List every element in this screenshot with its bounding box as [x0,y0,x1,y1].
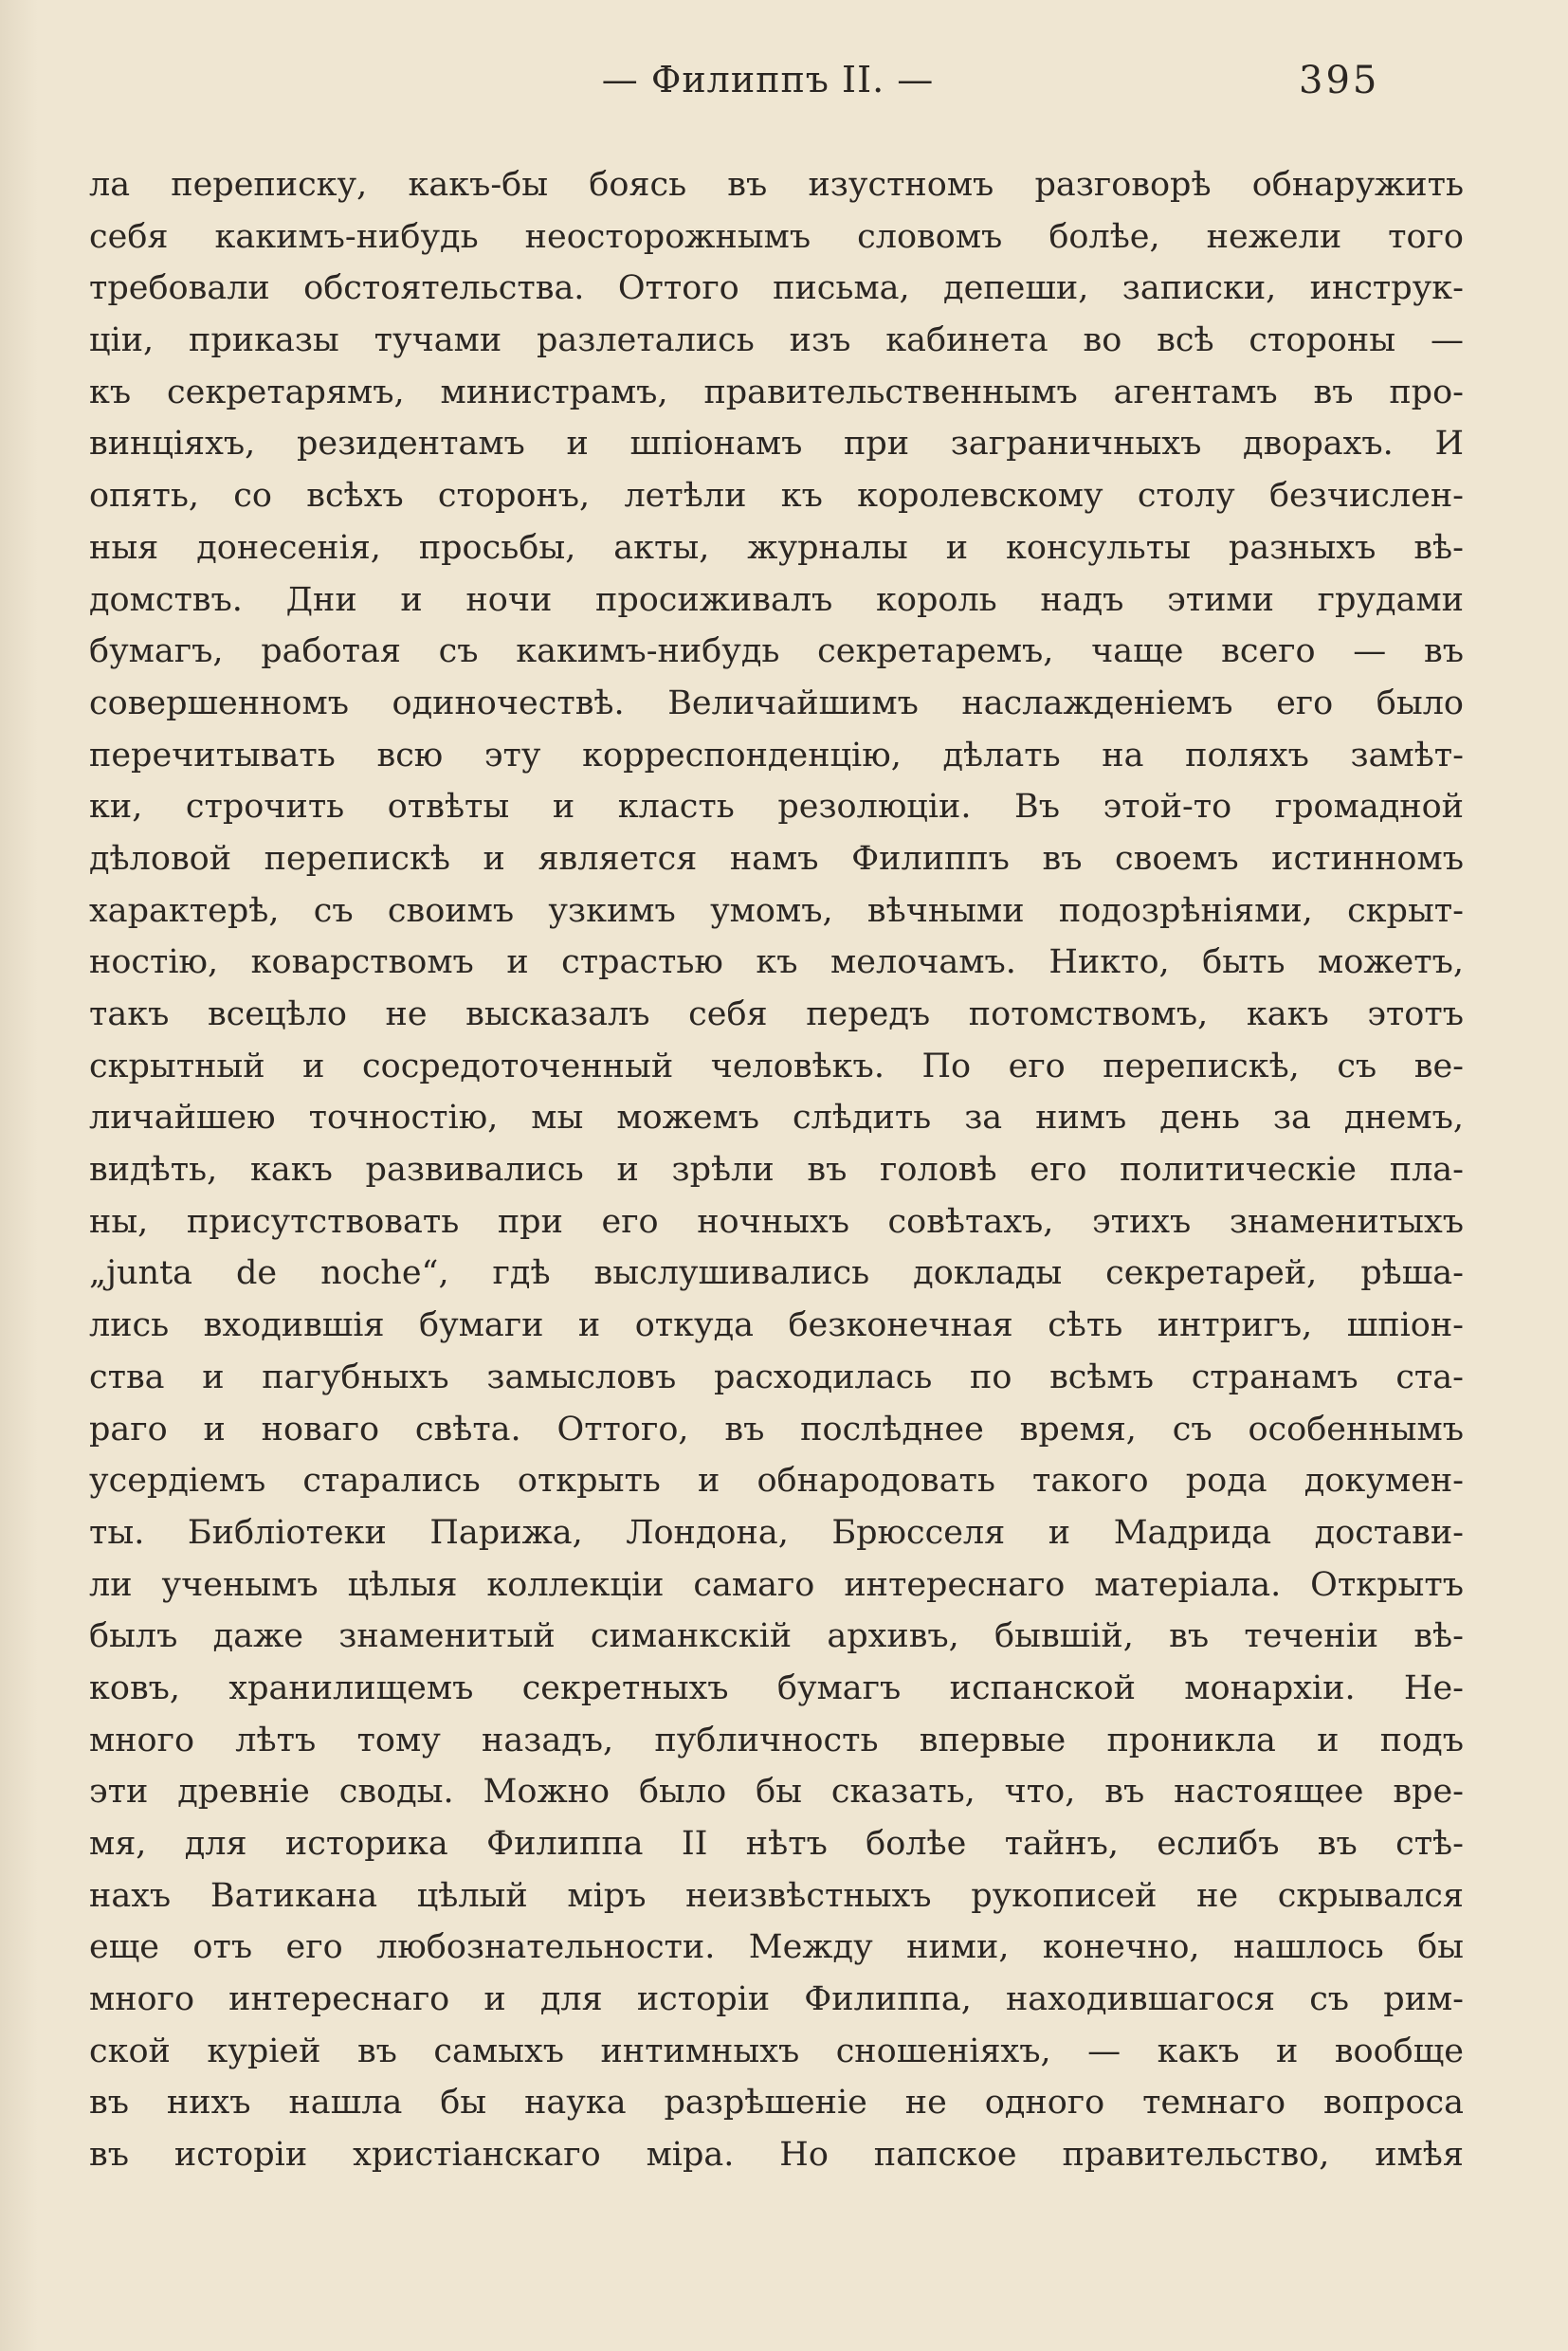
text-line: былъ даже знаменитый симанкскій архивъ, бывшій, въ теченіи вѣ- [89,1617,1464,1656]
text-line: ны, присутствовать при его ночныхъ совѣтахъ, этихъ знаменитыхъ [89,1202,1464,1241]
text-line: въ нихъ нашла бы наука разрѣшеніе не одного темнаго вопроса [89,2084,1464,2123]
text-line: ской куріей въ самыхъ интимныхъ сношеніяхъ, — какъ и вообще [89,2032,1464,2070]
text-line: требовали обстоятельства. Оттого письма, депеши, записки, инструк- [89,269,1464,308]
text-line: домствъ. Дни и ночи просиживалъ король надъ этими грудами [89,580,1464,619]
text-line: нахъ Ватикана цѣлый міръ неизвѣстныхъ рукописей не скрывался [89,1876,1464,1915]
text-line: эти древніе своды. Можно было бы сказать, что, въ настоящее вре- [89,1773,1464,1812]
text-line: ли ученымъ цѣлыя коллекціи самаго интереснаго матеріала. Открытъ [89,1565,1464,1604]
text-line: совершенномъ одиночествѣ. Величайшимъ наслажденіемъ его было [89,683,1464,722]
text-line: „junta de noche“, гдѣ выслушивались доклады секретарей, рѣша- [89,1254,1464,1293]
text-line: ла переписку, какъ-бы боясь въ изустномъ разговорѣ обнаружить [89,166,1464,204]
text-line: дѣловой перепискѣ и является намъ Филиппъ въ своемъ истинномъ [89,839,1464,878]
text-line: себя какимъ-нибудь неосторожнымъ словомъ болѣе, нежели того [89,217,1464,256]
text-line: мя, для историка Филиппа II нѣтъ болѣе тайнъ, еслибъ въ стѣ- [89,1825,1464,1863]
text-line: ки, строчить отвѣты и класть резолюціи. Въ этой-то громадной [89,788,1464,827]
text-line: перечитывать всю эту корреспонденцію, дѣлать на поляхъ замѣт- [89,736,1464,775]
text-line: видѣть, какъ развивались и зрѣли въ головѣ его политическіе пла- [89,1151,1464,1190]
text-line: ностію, коварствомъ и страстью къ мелочамъ. Никто, быть можетъ, [89,943,1464,982]
text-line: много лѣтъ тому назадъ, публичность впервые проникла и подъ [89,1721,1464,1759]
body-text [89,159,1464,2181]
running-title: — Филиппъ II. — [601,59,935,100]
text-line: скрытный и сосредоточенный человѣкъ. По его перепискѣ, съ ве- [89,1047,1464,1085]
text-line: ныя донесенія, просьбы, акты, журналы и консульты разныхъ вѣ- [89,528,1464,567]
text-line: личайшею точностію, мы можемъ слѣдить за нимъ день за днемъ, [89,1099,1464,1138]
text-line: къ секретарямъ, министрамъ, правительственнымъ агентамъ въ про- [89,373,1464,411]
text-line: такъ всецѣло не высказалъ себя передъ потомствомъ, какъ этотъ [89,995,1464,1033]
text-line: ства и пагубныхъ замысловъ расходилась по всѣмъ странамъ ста- [89,1358,1464,1396]
text-line: раго и новаго свѣта. Оттого, въ послѣднее время, съ особеннымъ [89,1410,1464,1449]
text-line: винціяхъ, резидентамъ и шпіонамъ при заграничныхъ дворахъ. И [89,425,1464,464]
text-line: ціи, приказы тучами разлетались изъ кабинета во всѣ стороны — [89,321,1464,360]
page-number: 395 [1299,59,1380,102]
text-line: лись входившія бумаги и откуда безконечная сѣть интригъ, шпіон- [89,1306,1464,1345]
page-header [0,59,1568,116]
text-line: ты. Библіотеки Парижа, Лондона, Брюсселя и Мадрида достави- [89,1513,1464,1552]
text-line: еще отъ его любознательности. Между ними, конечно, нашлось бы [89,1928,1464,1967]
text-line: усердіемъ старались открыть и обнародовать такого рода докумен- [89,1462,1464,1501]
text-line: опять, со всѣхъ сторонъ, летѣли къ королевскому столу безчислен- [89,477,1464,516]
text-line: много интереснаго и для исторіи Филиппа, находившагося съ рим- [89,1980,1464,2019]
text-line: въ исторіи христіанскаго міра. Но папское правительство, имѣя [89,2136,1464,2175]
text-line: бумагъ, работая съ какимъ-нибудь секретаремъ, чаще всего — въ [89,632,1464,671]
text-line: ковъ, хранилищемъ секретныхъ бумагъ испанской монархіи. Не- [89,1668,1464,1707]
text-line: характерѣ, съ своимъ узкимъ умомъ, вѣчными подозрѣніями, скрыт- [89,891,1464,930]
